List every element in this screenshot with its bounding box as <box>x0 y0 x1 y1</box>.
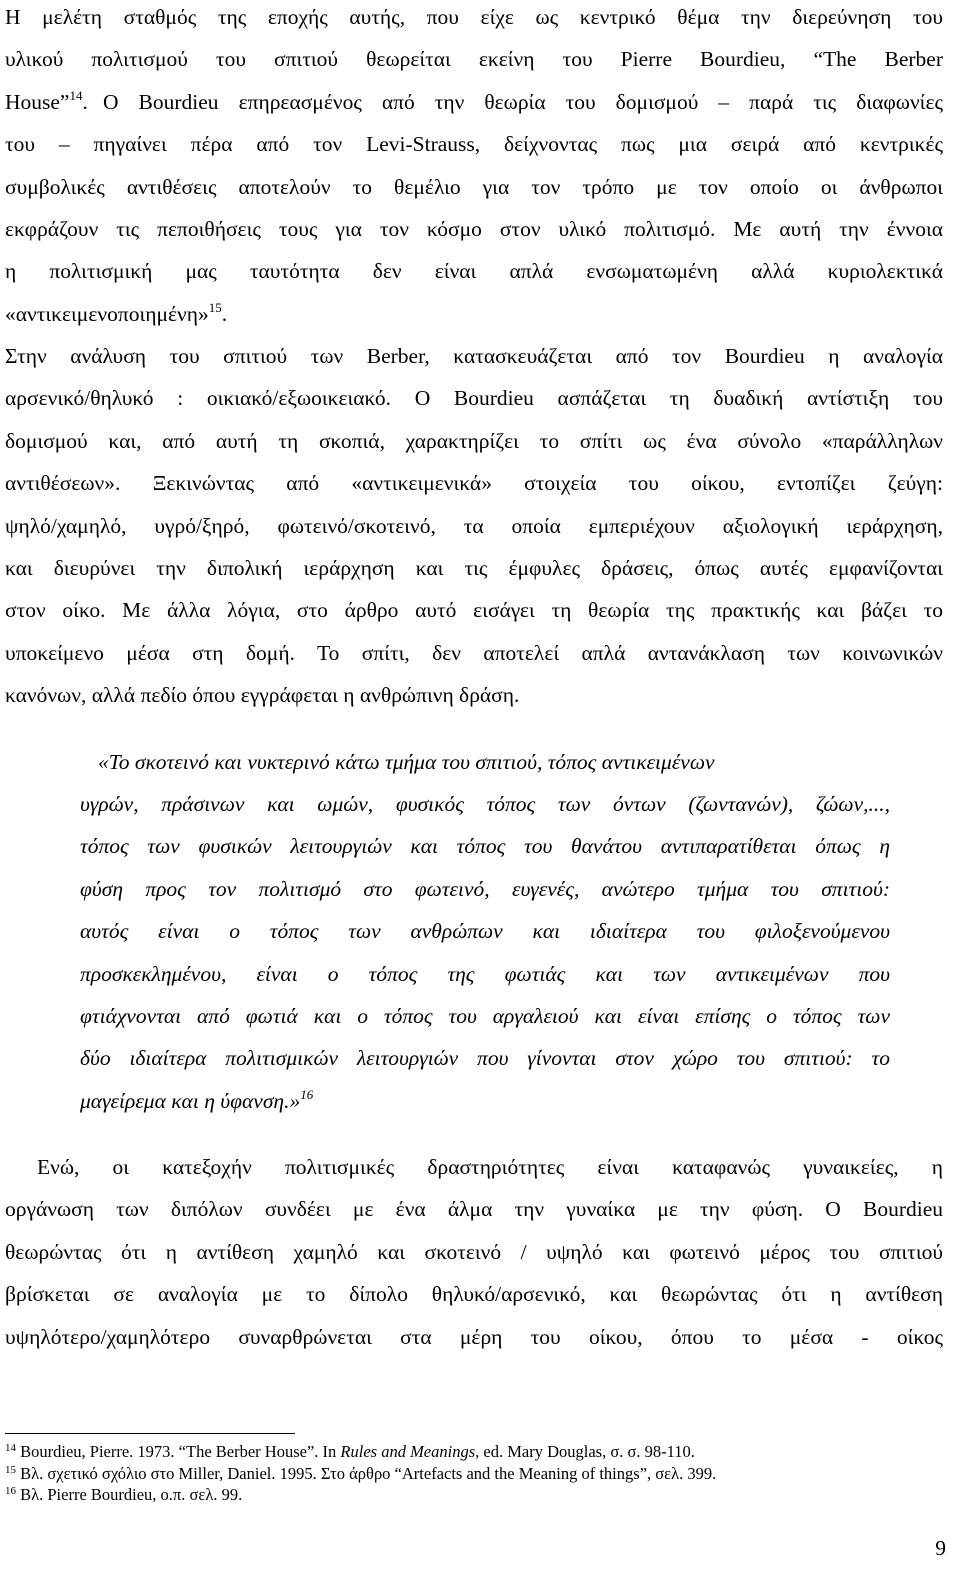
quote-line: «Το σκοτεινό και νυκτερινό κάτω τμήμα του σπιτιού, τόπος αντικειμένων <box>98 750 715 774</box>
quote-line: αυτός είναι ο τόπος των ανθρώπων και ιδιαίτερα του φιλοξενούμενου <box>80 919 890 944</box>
text-line: η πολιτισμική μας ταυτότητα δεν είναι απλά ενσωματωμένη αλλά κυριολεκτικά <box>5 259 943 284</box>
quote-line <box>80 1080 890 1122</box>
text-line: Η μελέτη σταθμός της εποχής αυτής, που είχε ως κεντρικό θέμα την διερεύνηση του <box>5 5 943 29</box>
quote-line: προσκεκλημένου, είναι ο τόπος της φωτιάς και των αντικειμένων που <box>80 961 890 986</box>
text-line: ψηλό/χαμηλό, υγρό/ξηρό, φωτεινό/σκοτεινό, τα οποία εμπεριέχουν αξιολογική ιεράρχηση, <box>5 513 943 538</box>
quote-line: τόπος των φυσικών λειτουργιών και τόπος του θανάτου αντιπαρατίθεται όπως η <box>80 834 890 859</box>
footnote-14 <box>5 1441 945 1462</box>
text-fragment: «αντικειμενοποιημένη» <box>5 301 209 326</box>
text-line: υψηλότερο/χαμηλότερο συναρθρώνεται στα μέρη του οίκου, όπου το μέσα - οίκος <box>5 1324 943 1349</box>
paragraph-1 <box>5 0 943 335</box>
dot: . <box>221 301 228 326</box>
text-line <box>5 293 943 335</box>
footnote-16 <box>5 1484 945 1505</box>
quote-line: δύο ιδιαίτερα πολιτισμικών λειτουργιών που γίνονται στον χώρο του σπιτιού: το <box>80 1046 890 1071</box>
text-line <box>5 81 943 123</box>
footnote-ref-16: 16 <box>300 1086 314 1102</box>
text-line: συμβολικές αντιθέσεις αποτελούν το θεμέλιο για τον τρόπο με τον οποίο οι άνθρωποι <box>5 174 943 199</box>
footnote-ref-14: 14 <box>69 87 83 103</box>
text-line: Στην ανάλυση του σπιτιού των Berber, κατασκευάζεται από τον Bourdieu η αναλογία <box>5 344 943 368</box>
footnote-15 <box>5 1463 945 1484</box>
footnote-number: 14 <box>5 1442 16 1454</box>
text-line: οργάνωση των διπόλων συνδέει με ένα άλμα την γυναίκα με την φύση. Ο Bourdieu <box>5 1197 943 1222</box>
text-line: και διευρύνει την διπολική ιεράρχηση και τις έμφυλες δράσεις, όπως αυτές εμφανίζονται <box>5 556 943 581</box>
footnote-separator <box>5 1433 295 1434</box>
text-line: υλικού πολιτισμού του σπιτιού θεωρείται εκείνη του Pierre Bourdieu, “The Berber <box>5 47 943 72</box>
text-line: αντιθέσεων». Ξεκινώντας από «αντικειμενικά» στοιχεία του οίκου, εντοπίζει ζεύγη: <box>5 471 943 496</box>
paragraph-2 <box>5 335 943 717</box>
text-line: αρσενικό/θηλυκό : οικιακό/εξωοικειακό. Ο Bourdieu ασπάζεται τη δυαδική αντίστιξη του <box>5 386 943 411</box>
quote-fragment: μαγείρεμα και η ύφανση.» <box>80 1088 301 1113</box>
block-quote <box>98 741 890 783</box>
quote-line: υγρών, πράσινων και ωμών, φυσικός τόπος των όντων (ζωντανών), ζώων,..., <box>80 792 890 816</box>
footnote-ref-15: 15 <box>208 299 222 315</box>
quote-line: φτιάχνονται από φωτιά και ο τόπος του αργαλειού και είναι επίσης ο τόπος των <box>80 1004 890 1029</box>
text-line: κανόνων, αλλά πεδίο όπου εγγράφεται η ανθρώπινη δράση. <box>5 683 520 708</box>
footnote-number: 16 <box>5 1485 16 1497</box>
footnote-text: Βλ. σχετικό σχόλιο στο Miller, Daniel. 1995. Στο άρθρο “Artefacts and the Meaning of things”, σελ. 399. <box>20 1464 717 1483</box>
house-text: House” <box>5 89 70 114</box>
block-quote-body <box>80 783 890 1122</box>
footnote-italic: Rules and Meanings <box>340 1442 476 1461</box>
text-line: στον οίκο. Με άλλα λόγια, στο άρθρο αυτό εισάγει τη θεωρία της πρακτικής και βάζει το <box>5 598 943 623</box>
footnote-text: Βλ. Pierre Bourdieu, ο.π. σελ. 99. <box>20 1485 243 1504</box>
page-number: 9 <box>935 1536 946 1560</box>
text-line: του – πηγαίνει πέρα από τον Levi-Strauss, δείχνοντας πως μια σειρά από κεντρικές <box>5 132 943 157</box>
text-line: υποκείμενο μέσα στη δομή. Το σπίτι, δεν αποτελεί απλά αντανάκλαση των κοινωνικών <box>5 640 943 665</box>
text-line: θεωρώντας ότι η αντίθεση χαμηλό και σκοτεινό / υψηλό και φωτεινό μέρος του σπιτιού <box>5 1239 943 1264</box>
footnote-text-end: , ed. Mary Douglas, σ. σ. 98-110. <box>475 1442 695 1461</box>
footnote-number: 15 <box>5 1464 16 1476</box>
text-line-rest: Ο Bourdieu επηρεασμένος από την θεωρία του δομισμού – παρά τις διαφωνίες <box>103 89 943 114</box>
dot: . <box>82 89 88 114</box>
quote-line: φύση προς τον πολιτισμό στο φωτεινό, ευγενές, ανώτερο τμήμα του σπιτιού: <box>80 876 890 901</box>
text-line: εκφράζουν τις πεποιθήσεις τους για τον κόσμο στον υλικό πολιτισμό. Με αυτή την έννοια <box>5 217 943 242</box>
footnote-text: Bourdieu, Pierre. 1973. “The Berber House”. In <box>20 1442 341 1461</box>
text-line: δομισμού και, από αυτή τη σκοπιά, χαρακτηρίζει το σπίτι ως ένα σύνολο «παράλληλων <box>5 428 943 453</box>
text-line: βρίσκεται σε αναλογία με το δίπολο θηλυκό/αρσενικό, και θεωρώντας ότι η αντίθεση <box>5 1282 943 1307</box>
text-line: Ενώ, οι κατεξοχήν πολιτισμικές δραστηριότητες είναι καταφανώς γυναικείες, η <box>37 1155 943 1179</box>
paragraph-3 <box>5 1146 943 1358</box>
